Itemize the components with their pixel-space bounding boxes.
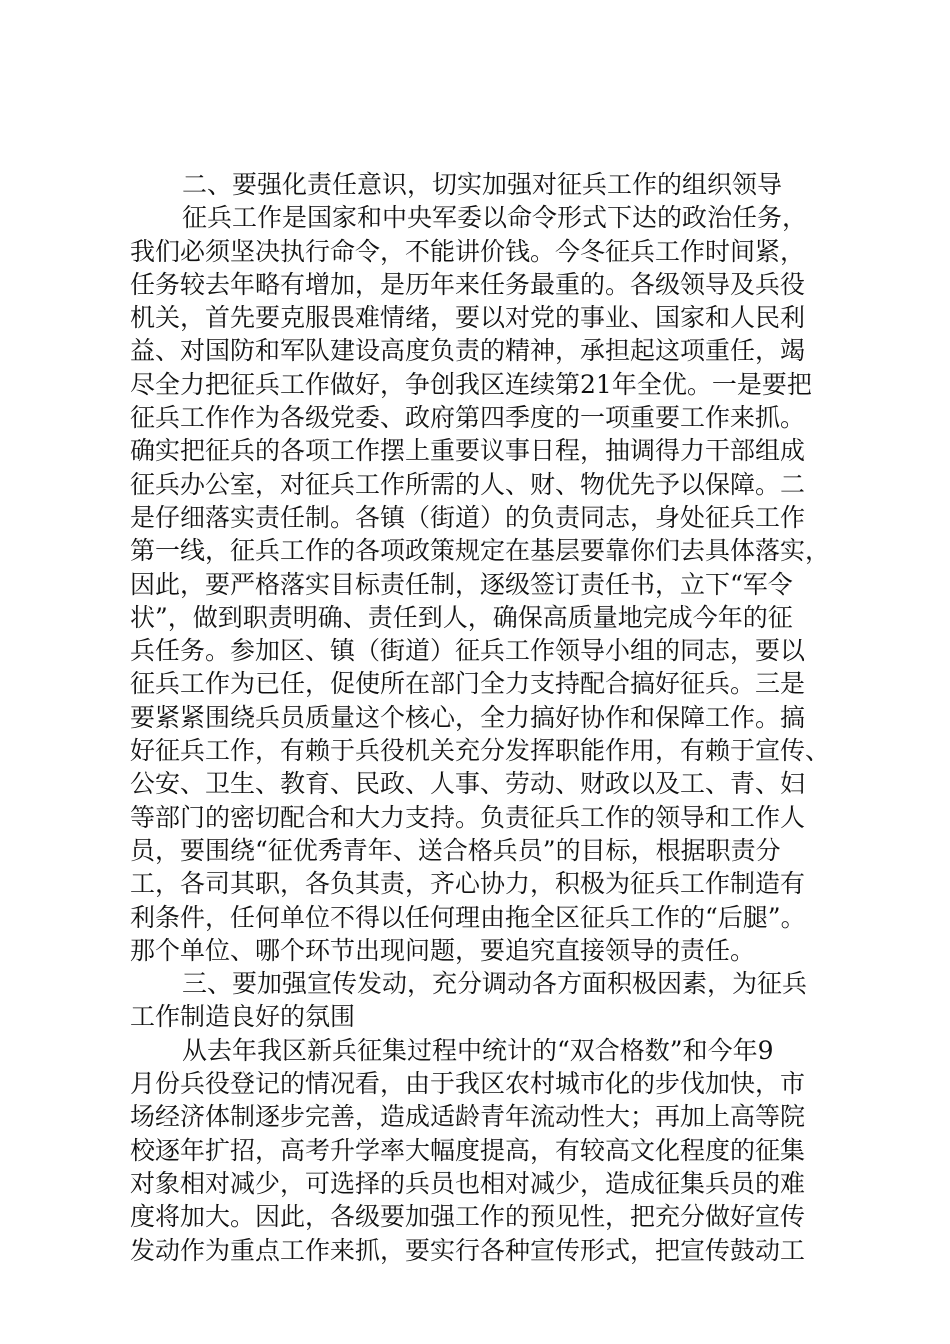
paragraph-line: 第一线，征兵工作的各项政策规定在基层要靠你们去具体落实， [130,536,831,566]
paragraph-line: 是仔细落实责任制。各镇（街道）的负责同志，身处征兵工作 [130,502,806,532]
paragraph-line: 要紧紧围绕兵员质量这个核心，全力搞好协作和保障工作。搞 [130,702,806,732]
paragraph-line: 公安、卫生、教育、民政、人事、劳动、财政以及工、青、妇 [130,769,806,799]
paragraph-line: 征兵工作是国家和中央军委以命令形式下达的政治任务， [182,203,808,233]
paragraph-line: 工，各司其职，各负其责，齐心协力，积极为征兵工作制造有 [130,869,806,899]
paragraph-line: 因此，要严格落实目标责任制，逐级签订责任书，立下“军令 [130,569,793,599]
paragraph-line: 员，要围绕“征优秀青年、送合格兵员”的目标，根据职责分 [130,835,781,865]
document-body [130,168,830,1267]
section-heading-2: 二、要强化责任意识，切实加强对征兵工作的组织领导 [182,170,783,199]
paragraph-line: 尽全力把征兵工作做好，争创我区连续第21年全优。一是要把 [130,369,812,399]
section-heading-3-continued: 工作制造良好的氛围 [130,1002,356,1032]
paragraph-line: 场经济体制逐步完善，造成适龄青年流动性大；再加上高等院 [130,1102,806,1132]
paragraph-line: 度将加大。因此，各级要加强工作的预见性，把充分做好宣传 [130,1202,806,1232]
paragraph-line: 校逐年扩招，高考升学率大幅度提高，有较高文化程度的征集 [130,1135,806,1165]
paragraph-line: 确实把征兵的各项工作摆上重要议事日程，抽调得力干部组成 [130,436,806,466]
paragraph-line: 任务较去年略有增加，是历年来任务最重的。各级领导及兵役 [130,269,806,299]
paragraph-line: 机关，首先要克服畏难情绪，要以对党的事业、国家和人民利 [130,303,806,333]
paragraph-line: 对象相对减少，可选择的兵员也相对减少，造成征集兵员的难 [130,1168,806,1198]
paragraph-line: 发动作为重点工作来抓，要实行各种宣传形式，把宣传鼓动工 [130,1235,806,1265]
paragraph-line: 征兵办公室，对征兵工作所需的人、财、物优先予以保障。二 [130,469,806,499]
paragraph-line: 好征兵工作，有赖于兵役机关充分发挥职能作用，有赖于宣传、 [130,736,831,766]
paragraph-line: 利条件，任何单位不得以任何理由拖全区征兵工作的“后腿”。 [130,902,806,932]
paragraph-line: 征兵工作作为各级党委、政府第四季度的一项重要工作来抓。 [130,403,806,433]
paragraph-line: 状”，做到职责明确、责任到人，确保高质量地完成今年的征 [130,602,793,632]
paragraph-line: 兵任务。参加区、镇（街道）征兵工作领导小组的同志，要以 [130,636,806,666]
paragraph-line: 等部门的密切配合和大力支持。负责征兵工作的领导和工作人 [130,802,806,832]
paragraph-line: 征兵工作为已任，促使所在部门全力支持配合搞好征兵。三是 [130,669,806,699]
paragraph-line: 我们必须坚决执行命令，不能讲价钱。今冬征兵工作时间紧， [130,236,806,266]
paragraph-line: 益、对国防和军队建设高度负责的精神，承担起这项重任，竭 [130,336,806,366]
paragraph-line: 月份兵役登记的情况看，由于我区农村城市化的步伐加快，市 [130,1069,806,1099]
section-heading-3: 三、要加强宣传发动，充分调动各方面积极因素，为征兵 [182,969,808,999]
paragraph-line: 从去年我区新兵征集过程中统计的“双合格数”和今年9 [182,1035,774,1065]
paragraph-line: 那个单位、哪个环节出现问题，要追究直接领导的责任。 [130,935,756,965]
